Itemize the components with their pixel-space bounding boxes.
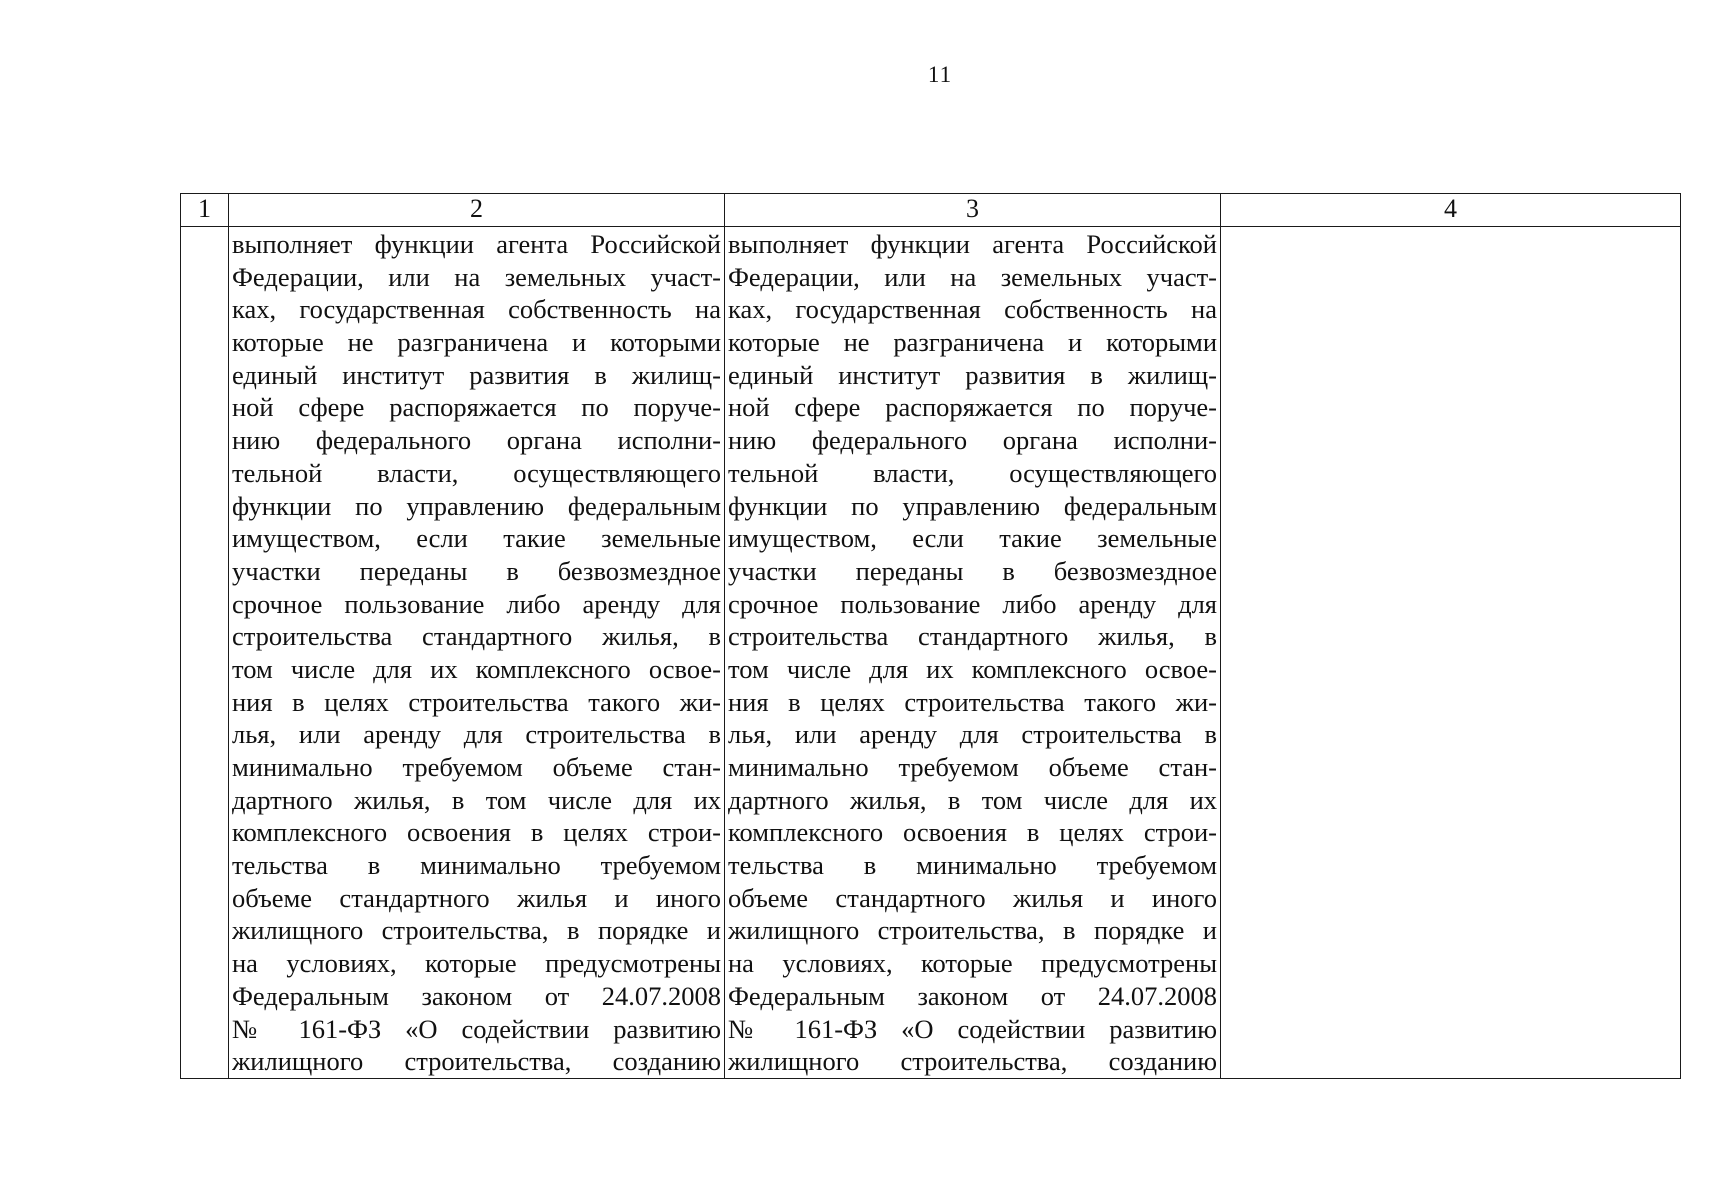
text-line: единый институт развития в жилищ- (232, 359, 721, 390)
text-line: которые не разграничена и которыми (728, 327, 1217, 358)
document-table (180, 193, 1681, 1079)
text-line: которые не разграничена и которыми (232, 327, 721, 358)
header-col-2: 2 (229, 194, 725, 227)
text-line: объеме стандартного жилья и иного (232, 882, 721, 913)
header-col-4: 4 (1221, 194, 1681, 227)
text-line: единый институт развития в жилищ- (728, 359, 1217, 390)
text-line: строительства стандартного жилья, в (728, 621, 1217, 652)
cell-col-3 (725, 227, 1221, 1079)
text-line: ния в целях строительства такого жи- (728, 686, 1217, 717)
text-line: жилищного строительства, в порядке и (232, 915, 721, 946)
table-row (181, 227, 1681, 1079)
text-line: выполняет функции агента Российской (728, 229, 1217, 259)
text-line: на условиях, которые предусмотрены (232, 948, 721, 979)
text-line: на условиях, которые предусмотрены (728, 948, 1217, 979)
text-line: комплексного освоения в целях строи- (232, 817, 721, 848)
text-line: лья, или аренду для строительства в (728, 719, 1217, 750)
text-line: том числе для их комплексного освое- (728, 653, 1217, 684)
text-line: тельной власти, осуществляющего (232, 457, 721, 488)
table-header-row (181, 194, 1681, 227)
text-line: срочное пользование либо аренду для (232, 588, 721, 619)
page-number: 11 (927, 62, 953, 87)
text-line: лья, или аренду для строительства в (232, 719, 721, 750)
text-line: Федерации, или на земельных участ- (232, 261, 721, 292)
text-line: тельства в минимально требуемом (728, 850, 1217, 881)
text-line: строительства стандартного жилья, в (232, 621, 721, 652)
text-line: тельства в минимально требуемом (232, 850, 721, 881)
text-line: выполняет функции агента Российской (232, 229, 721, 259)
text-line: № 161-ФЗ «О содействии развитию (232, 1013, 721, 1044)
text-line: минимально требуемом объеме стан- (232, 752, 721, 782)
text-line: Федеральным законом от 24.07.2008 (728, 980, 1217, 1011)
text-line: том числе для их комплексного освое- (232, 653, 721, 684)
text-line: ной сфере распоряжается по поруче- (232, 392, 721, 423)
header-col-3: 3 (725, 194, 1221, 227)
header-col-1: 1 (181, 194, 229, 227)
text-line: участки переданы в безвозмездное (728, 555, 1217, 586)
text-line: объеме стандартного жилья и иного (728, 882, 1217, 913)
text-line: минимально требуемом объеме стан- (728, 752, 1217, 782)
cell-col-3-text (725, 227, 1220, 1078)
text-line: жилищного строительства, в порядке и (728, 915, 1217, 946)
text-line: Федеральным законом от 24.07.2008 (232, 980, 721, 1011)
cell-col-1 (181, 227, 229, 1079)
text-line: нию федерального органа исполни- (728, 425, 1217, 456)
text-line: № 161-ФЗ «О содействии развитию (728, 1013, 1217, 1044)
cell-col-2-text (229, 227, 724, 1078)
text-line: имуществом, если такие земельные (232, 523, 721, 554)
text-line: имуществом, если такие земельные (728, 523, 1217, 554)
text-line: жилищного строительства, созданию (232, 1046, 721, 1077)
text-line: ния в целях строительства такого жи- (232, 686, 721, 717)
text-line: тельной власти, осуществляющего (728, 457, 1217, 488)
text-line: ках, государственная собственность на (232, 294, 721, 325)
text-line: срочное пользование либо аренду для (728, 588, 1217, 619)
text-line: функции по управлению федеральным (232, 490, 721, 521)
text-line: участки переданы в безвозмездное (232, 555, 721, 586)
text-line: ной сфере распоряжается по поруче- (728, 392, 1217, 423)
text-line: жилищного строительства, созданию (728, 1046, 1217, 1077)
cell-col-2 (229, 227, 725, 1079)
text-line: дартного жилья, в том числе для их (728, 784, 1217, 815)
cell-col-4 (1221, 227, 1681, 1079)
text-line: ках, государственная собственность на (728, 294, 1217, 325)
text-line: Федерации, или на земельных участ- (728, 261, 1217, 292)
text-line: комплексного освоения в целях строи- (728, 817, 1217, 848)
text-line: нию федерального органа исполни- (232, 425, 721, 456)
text-line: функции по управлению федеральным (728, 490, 1217, 521)
text-line: дартного жилья, в том числе для их (232, 784, 721, 815)
